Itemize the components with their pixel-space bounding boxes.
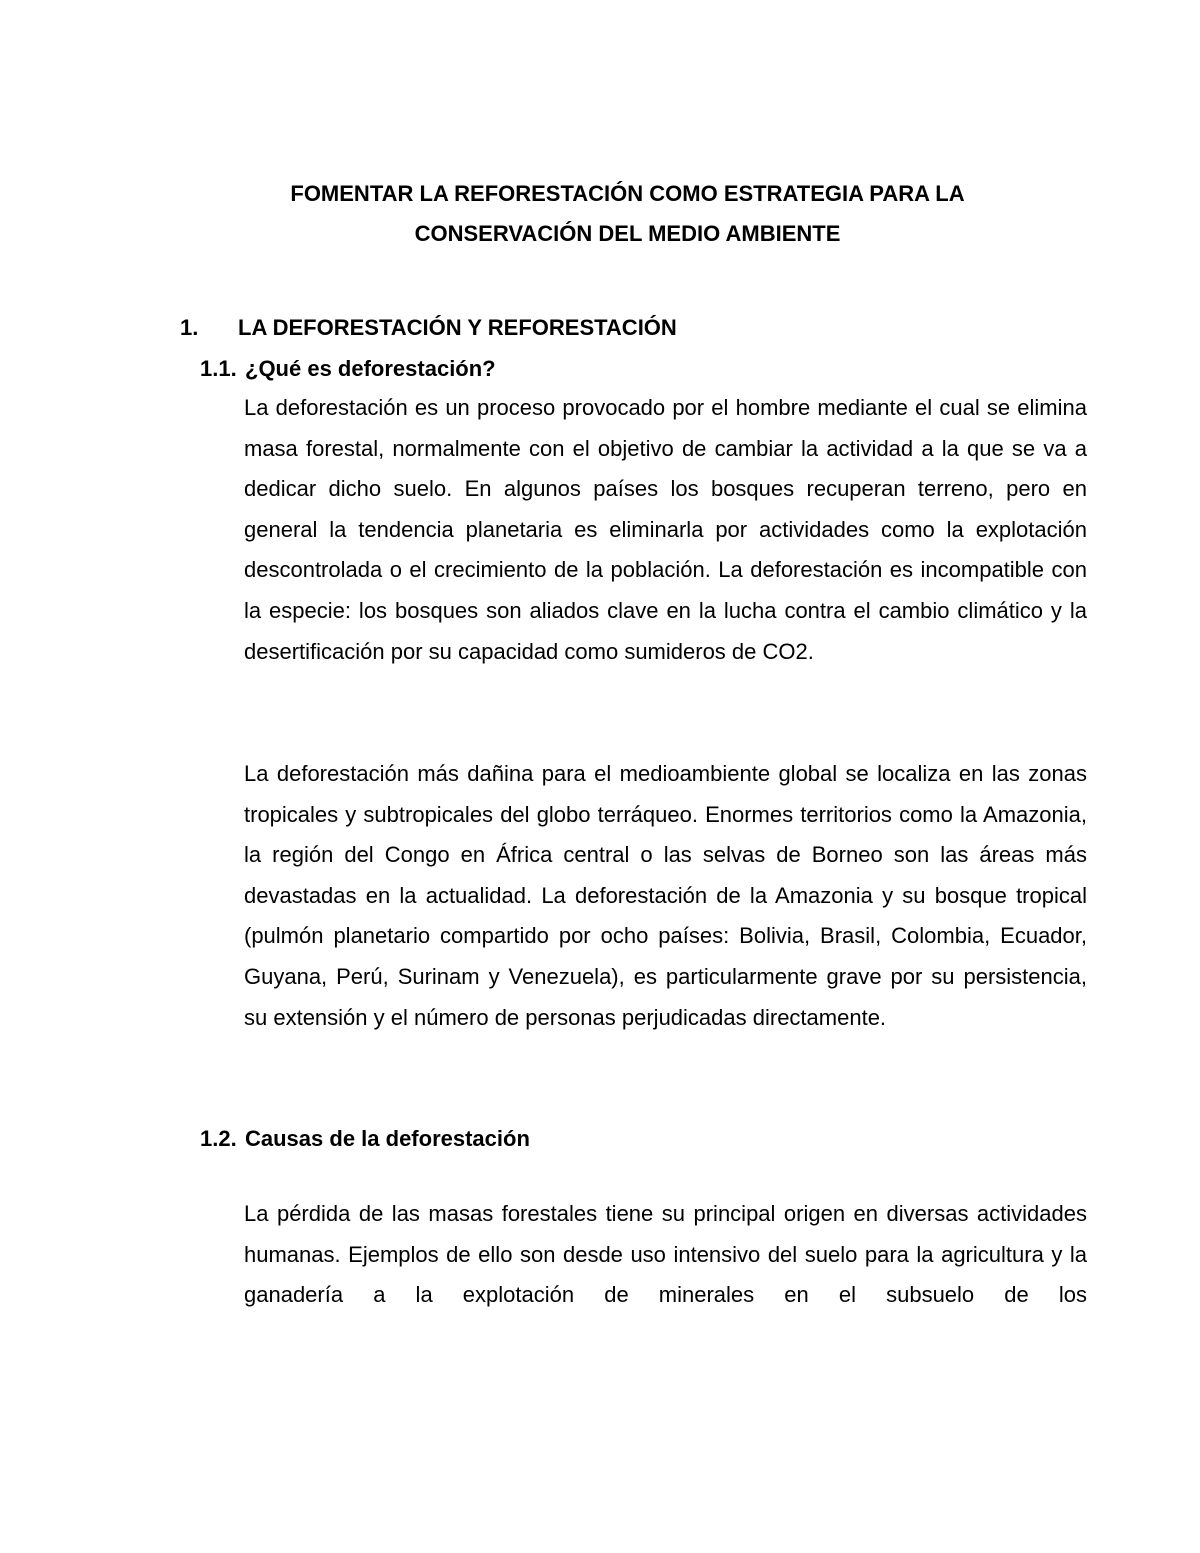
section-1-2-number: 1.2. [200, 1126, 237, 1151]
section-1-1-number: 1.1. [200, 356, 237, 381]
section-1-2-paragraph-1: La pérdida de las masas forestales tiene su principal origen en diversas actividades humanas. Ejemplos de ello son desde uso intensivo del suelo para la agricultura y la ganadería a la explotación de minerales en el subsuelo de los [244, 1201, 1087, 1308]
section-1-2-paragraph-container [244, 1194, 1087, 1317]
section-1-2-heading: Causas de la deforestación [245, 1126, 530, 1151]
document-title-line-1: FOMENTAR LA REFORESTACIÓN COMO ESTRATEGIA PARA LA [290, 181, 965, 206]
section-1-number: 1. [180, 315, 199, 340]
section-1-heading: LA DEFORESTACIÓN Y REFORESTACIÓN [238, 315, 677, 340]
section-1-1-paragraph-1: La deforestación es un proceso provocado por el hombre mediante el cual se elimina masa forestal, normalmente con el objetivo de cambiar la actividad a la que se va a dedicar dicho suelo. En algunos países los bosques recuperan terreno, pero en general la tendencia planetaria es eliminarla por actividades como la explotación descontrolada o el crecimiento de la población. La deforestación es incompatible con la especie: los bosques son aliados clave en la lucha contra el cambio climático y la desertificación por su capacidad como sumideros de CO2. [244, 395, 1087, 664]
section-1-1-paragraph-2: La deforestación más dañina para el medioambiente global se localiza en las zonas tropicales y subtropicales del globo terráqueo. Enormes territorios como la Amazonia, la región del Congo en África central o las selvas de Borneo son las áreas más devastadas en la actualidad. La deforestación de la Amazonia y su bosque tropical (pulmón planetario compartido por ocho países: Bolivia, Brasil, Colombia, Ecuador, Guyana, Perú, Surinam y Venezuela), es particularmente grave por su persistencia, su extensión y el número de personas perjudicadas directamente. [244, 761, 1087, 1030]
document-title-line-2: CONSERVACIÓN DEL MEDIO AMBIENTE [414, 221, 841, 246]
section-1-1-heading: ¿Qué es deforestación? [245, 356, 496, 381]
